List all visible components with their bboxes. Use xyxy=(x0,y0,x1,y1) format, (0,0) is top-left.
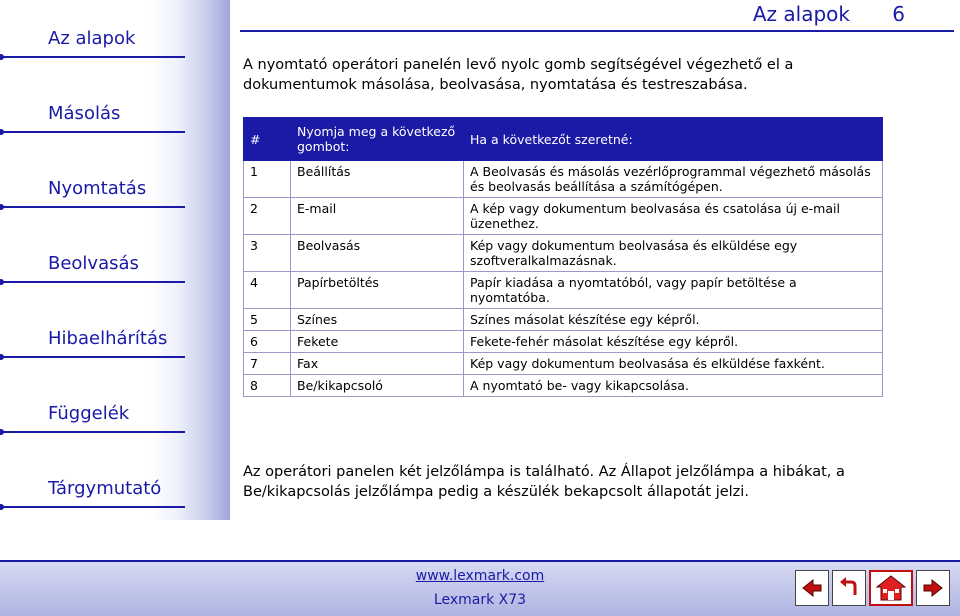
table-cell: Színes másolat készítése egy képről. xyxy=(464,309,883,331)
table-cell: A kép vagy dokumentum beolvasása és csatolása új e-mail üzenethez. xyxy=(464,198,883,235)
table-cell: Papír kiadása a nyomtatóból, vagy papír betöltése a nyomtatóba. xyxy=(464,272,883,309)
sidebar-rule xyxy=(0,206,185,208)
table-header: # xyxy=(244,118,291,161)
table-cell: A nyomtató be- vagy kikapcsolása. xyxy=(464,375,883,397)
table-cell: E-mail xyxy=(291,198,464,235)
table-row xyxy=(244,161,883,198)
outro-paragraph: Az operátori panelen két jelzőlámpa is található. Az Állapot jelzőlámpa a hibákat, a Be/kikapcsolás jelzőlámpa pedig a készülék bekapcsolt állapotát jelzi. xyxy=(243,464,845,500)
table-row xyxy=(244,272,883,309)
sidebar-item-fuggelek[interactable] xyxy=(0,393,185,433)
table-cell: 3 xyxy=(244,235,291,272)
prev-page-button[interactable] xyxy=(795,570,829,606)
table-cell: Beolvasás xyxy=(291,235,464,272)
table-cell: Beállítás xyxy=(291,161,464,198)
button-table xyxy=(243,117,883,397)
page-section-title: Az alapok xyxy=(752,2,850,26)
arrow-left-icon xyxy=(800,576,824,600)
table-header: Ha a következőt szeretné: xyxy=(464,118,883,161)
table-row xyxy=(244,309,883,331)
return-icon xyxy=(837,576,861,600)
page-number: 6 xyxy=(892,2,905,26)
table-cell: 1 xyxy=(244,161,291,198)
sidebar-item-label: Függelék xyxy=(48,403,130,424)
table-cell: 8 xyxy=(244,375,291,397)
arrow-right-icon xyxy=(921,576,945,600)
back-button[interactable] xyxy=(832,570,866,606)
footer-model: Lexmark X73 xyxy=(433,592,527,608)
sidebar-item-label: Tárgymutató xyxy=(48,478,162,499)
table-cell: 5 xyxy=(244,309,291,331)
sidebar-item-nyomtatas[interactable] xyxy=(0,168,185,208)
table-row xyxy=(244,375,883,397)
home-button[interactable] xyxy=(869,570,913,606)
sidebar-item-masolas[interactable] xyxy=(0,93,185,133)
sidebar-item-label: Az alapok xyxy=(48,28,136,49)
sidebar-item-az-alapok[interactable] xyxy=(0,18,185,58)
table-row xyxy=(244,198,883,235)
sidebar-rule xyxy=(0,506,185,508)
table-cell: 6 xyxy=(244,331,291,353)
table-cell: Fax xyxy=(291,353,464,375)
table-cell: Kép vagy dokumentum beolvasása és elküldése faxként. xyxy=(464,353,883,375)
sidebar-item-label: Nyomtatás xyxy=(48,178,147,199)
sidebar-rule xyxy=(0,431,185,433)
table-row xyxy=(244,235,883,272)
table-cell: 2 xyxy=(244,198,291,235)
sidebar-item-label: Hibaelhárítás xyxy=(48,328,168,349)
sidebar-item-targymutato[interactable] xyxy=(0,468,185,508)
sidebar-item-label: Másolás xyxy=(48,103,121,124)
footer-url-link[interactable]: www.lexmark.com xyxy=(415,568,545,584)
table-cell: Papírbetöltés xyxy=(291,272,464,309)
sidebar-item-hibaelharitas[interactable] xyxy=(0,318,185,358)
sidebar xyxy=(0,0,230,520)
footer-rule xyxy=(0,560,960,562)
table-cell: Fekete-fehér másolat készítése egy képről. xyxy=(464,331,883,353)
intro-paragraph: A nyomtató operátori panelén levő nyolc gomb segítségével végezhető el a dokumentumok másolása, beolvasása, nyomtatása és testreszabása. xyxy=(243,57,794,93)
sidebar-rule xyxy=(0,131,185,133)
page-nav-buttons xyxy=(795,570,950,606)
table-header-row xyxy=(244,118,883,161)
next-page-button[interactable] xyxy=(916,570,950,606)
table-cell: 7 xyxy=(244,353,291,375)
table-cell: 4 xyxy=(244,272,291,309)
table-row xyxy=(244,331,883,353)
home-icon xyxy=(875,574,907,602)
table-row xyxy=(244,353,883,375)
table-cell: A Beolvasás és másolás vezérlőprogrammal végezhető másolás és beolvasás beállítása a számítógépen. xyxy=(464,161,883,198)
table-cell: Be/kikapcsoló xyxy=(291,375,464,397)
sidebar-rule xyxy=(0,56,185,58)
table-cell: Kép vagy dokumentum beolvasása és elküldése egy szoftveralkalmazásnak. xyxy=(464,235,883,272)
table-cell: Színes xyxy=(291,309,464,331)
sidebar-item-beolvasas[interactable] xyxy=(0,243,185,283)
sidebar-rule xyxy=(0,356,185,358)
header-rule xyxy=(240,30,954,32)
table-cell: Fekete xyxy=(291,331,464,353)
sidebar-item-label: Beolvasás xyxy=(48,253,139,274)
table-header: Nyomja meg a következő gombot: xyxy=(291,118,464,161)
sidebar-rule xyxy=(0,281,185,283)
